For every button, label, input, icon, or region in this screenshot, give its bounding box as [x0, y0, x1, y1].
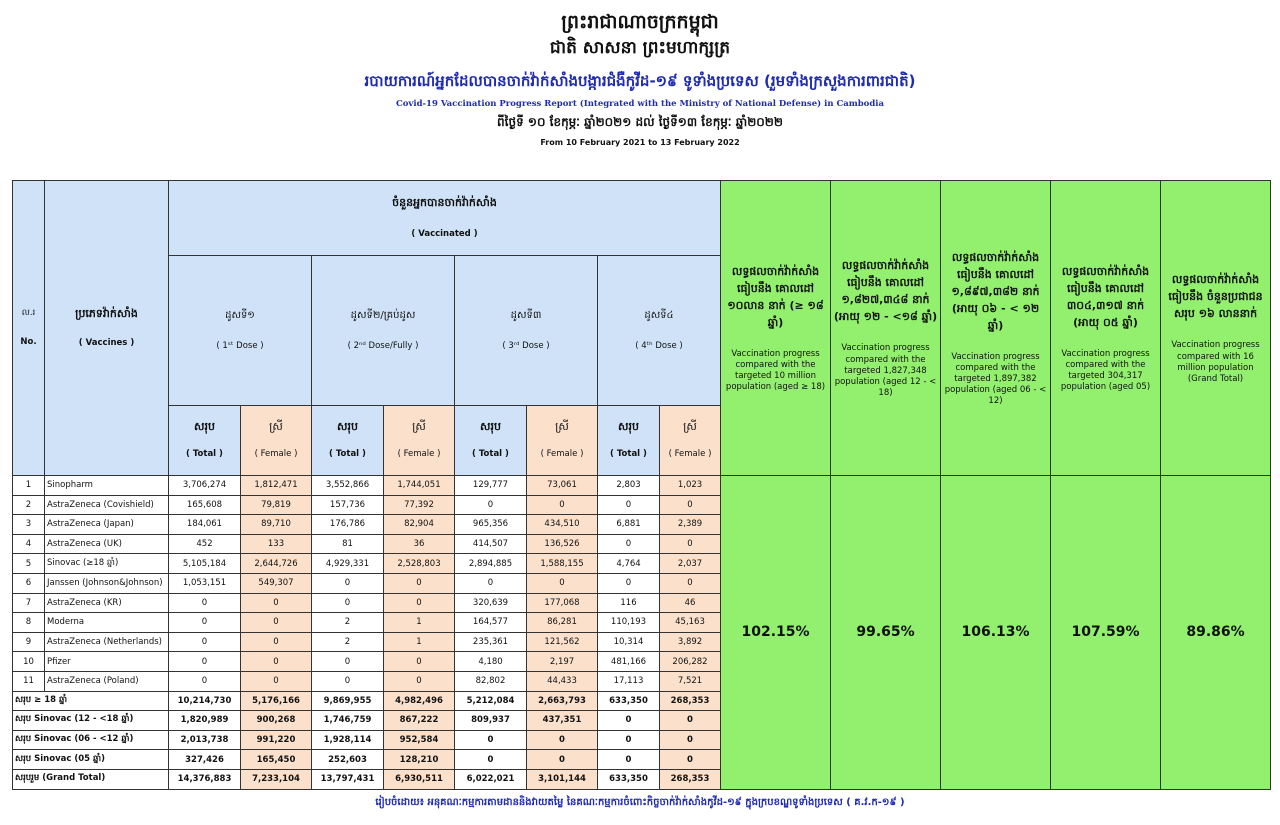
total-label-kh: សរុប: [337, 420, 358, 434]
total-cell: 0: [598, 711, 660, 731]
total-cell: 13,797,431: [312, 769, 384, 789]
total-cell: 9,869,955: [312, 691, 384, 711]
female-cell: 268,353: [660, 769, 721, 789]
total-cell: 0: [169, 671, 241, 691]
progress-header-3: [941, 181, 1051, 476]
total-row-label: សរុប Sinovac (05 ឆ្នាំ): [13, 750, 169, 770]
total-cell: 1,820,989: [169, 711, 241, 731]
row-number: 9: [13, 632, 45, 652]
total-cell: 235,361: [455, 632, 527, 652]
total-cell: 327,426: [169, 750, 241, 770]
progress-header-5: [1161, 181, 1271, 476]
date-range-kh: ពីថ្ងៃទី ១០ ខែកុម្ភៈ ឆ្នាំ២០២១ ដល់ ថ្ងៃទី១៣ ខែកុម្ភៈ ឆ្នាំ២០២២: [497, 115, 783, 129]
total-cell: 164,577: [455, 613, 527, 633]
total-cell: 1,928,114: [312, 730, 384, 750]
female-cell: 437,351: [527, 711, 598, 731]
female-cell: 136,526: [527, 534, 598, 554]
dose-2-en: ( 2ⁿᵈ Dose/Fully ): [347, 340, 419, 351]
dose-3-header: [455, 256, 598, 406]
total-cell: 0: [312, 593, 384, 613]
female-cell: 0: [241, 593, 312, 613]
total-cell: 0: [455, 730, 527, 750]
female-cell: 3,892: [660, 632, 721, 652]
total-cell: 184,061: [169, 515, 241, 535]
vaccine-header-en: ( Vaccines ): [78, 337, 135, 348]
total-cell: 116: [598, 593, 660, 613]
female-cell: 6,930,511: [384, 769, 455, 789]
female-cell: 2,197: [527, 652, 598, 672]
row-number: 7: [13, 593, 45, 613]
row-number: 11: [13, 671, 45, 691]
total-cell: 0: [169, 593, 241, 613]
row-number: 2: [13, 495, 45, 515]
female-cell: 0: [527, 750, 598, 770]
total-cell: 5,105,184: [169, 554, 241, 574]
dose-4-en: ( 4ᵗʰ Dose ): [635, 340, 683, 351]
female-cell: 5,176,166: [241, 691, 312, 711]
female-cell: 867,222: [384, 711, 455, 731]
progress-header-3-en: Vaccination progress compared with the targeted 1,897,382 population (aged 06 - < 12): [944, 352, 1047, 407]
female-cell: 82,904: [384, 515, 455, 535]
dose-2-kh: ដូសទី២/គ្រប់ដូស: [350, 310, 416, 322]
female-cell: 1: [384, 632, 455, 652]
female-label-kh: ស្រី: [555, 420, 569, 434]
row-number: 3: [13, 515, 45, 535]
female-cell: 79,819: [241, 495, 312, 515]
total-cell: 481,166: [598, 652, 660, 672]
total-cell: 6,022,021: [455, 769, 527, 789]
row-number: 4: [13, 534, 45, 554]
total-row-label: សរុប ≥ 18 ឆ្នាំ: [13, 691, 169, 711]
female-cell: 177,068: [527, 593, 598, 613]
vaccinated-header-en: ( Vaccinated ): [411, 228, 478, 239]
total-cell: 0: [598, 730, 660, 750]
progress-header-2: [831, 181, 941, 476]
vaccine-header-kh: ប្រភេទវ៉ាក់សាំង: [75, 306, 138, 320]
total-cell: 82,802: [455, 671, 527, 691]
dose-4-total-header: [598, 406, 660, 476]
report-title-en: Covid-19 Vaccination Progress Report (Integrated with the Ministry of National Defense) in Cambodia: [395, 99, 885, 109]
female-cell: 0: [527, 573, 598, 593]
dose-2-female-header: [384, 406, 455, 476]
female-cell: 89,710: [241, 515, 312, 535]
progress-header-5-kh: លទ្ធផលចាក់វ៉ាក់សាំង ធៀបនឹង ចំនួនប្រជាជន សរុប ១៦ លាននាក់: [1168, 273, 1263, 321]
female-cell: 991,220: [241, 730, 312, 750]
total-cell: 110,193: [598, 613, 660, 633]
total-row-label: សរុប Sinovac (12 - <18 ឆ្នាំ): [13, 711, 169, 731]
total-cell: 157,736: [312, 495, 384, 515]
vaccine-name: AstraZeneca (Poland): [45, 671, 169, 691]
total-cell: 452: [169, 534, 241, 554]
row-number: 6: [13, 573, 45, 593]
female-cell: 1,023: [660, 476, 721, 496]
total-cell: 0: [455, 750, 527, 770]
header-row-1: [13, 181, 1271, 256]
female-cell: 2,528,803: [384, 554, 455, 574]
total-cell: 0: [169, 652, 241, 672]
dose-1-total-header: [169, 406, 241, 476]
total-label-en: ( Total ): [329, 449, 366, 460]
total-label-kh: សរុប: [618, 420, 639, 434]
female-label-en: ( Female ): [540, 449, 584, 460]
progress-value-3: 106.13%: [941, 476, 1051, 790]
female-cell: 0: [660, 730, 721, 750]
female-cell: 165,450: [241, 750, 312, 770]
female-cell: 7,233,104: [241, 769, 312, 789]
total-cell: 129,777: [455, 476, 527, 496]
female-cell: 900,268: [241, 711, 312, 731]
vaccine-name: AstraZeneca (Covishield): [45, 495, 169, 515]
total-cell: 2: [312, 632, 384, 652]
total-cell: 3,552,866: [312, 476, 384, 496]
progress-header-1-en: Vaccination progress compared with the targeted 10 million population (aged ≥ 18): [725, 349, 826, 393]
female-cell: 0: [660, 534, 721, 554]
female-cell: 0: [241, 632, 312, 652]
total-cell: 633,350: [598, 691, 660, 711]
female-cell: 0: [241, 613, 312, 633]
vaccination-table: [12, 180, 1271, 790]
female-cell: 2,644,726: [241, 554, 312, 574]
female-cell: 1,812,471: [241, 476, 312, 496]
female-cell: 0: [241, 671, 312, 691]
female-cell: 2,389: [660, 515, 721, 535]
female-cell: 0: [527, 495, 598, 515]
female-cell: 46: [660, 593, 721, 613]
female-cell: 3,101,144: [527, 769, 598, 789]
dose-1-en: ( 1ˢᵗ Dose ): [216, 340, 264, 351]
total-cell: 0: [598, 495, 660, 515]
date-range-en: From 10 February 2021 to 13 February 2022: [540, 138, 740, 147]
progress-header-4-kh: លទ្ធផលចាក់វ៉ាក់សាំង ធៀបនឹង គោលដៅ ៣០៤,៣១៧ នាក់ (អាយុ ០៥ ឆ្នាំ): [1061, 264, 1150, 329]
total-cell: 10,214,730: [169, 691, 241, 711]
total-cell: 414,507: [455, 534, 527, 554]
female-cell: 0: [384, 573, 455, 593]
female-cell: 268,353: [660, 691, 721, 711]
dose-4-kh: ដូសទី៤: [644, 310, 674, 322]
report-title-kh: របាយការណ៍អ្នកដែលបានចាក់វ៉ាក់សាំងបង្ការជំងឺកូវីដ-១៩ ទូទាំងប្រទេស (រួមទាំងក្រសួងការពារជាតិ): [364, 72, 916, 90]
total-cell: 0: [598, 534, 660, 554]
female-cell: 77,392: [384, 495, 455, 515]
dose-2-header: [312, 256, 455, 406]
female-label-en: ( Female ): [397, 449, 441, 460]
dose-1-header: [169, 256, 312, 406]
total-cell: 965,356: [455, 515, 527, 535]
table-row: [13, 476, 1271, 496]
female-cell: 2,663,793: [527, 691, 598, 711]
female-cell: 0: [660, 573, 721, 593]
row-number: 5: [13, 554, 45, 574]
dose-3-total-header: [455, 406, 527, 476]
motto: ជាតិ សាសនា ព្រះមហាក្សត្រ: [549, 38, 731, 58]
footer-note: រៀបចំដោយ៖ អនុគណៈកម្មការតាមដាននិងវាយតម្លៃ នៃគណៈកម្មការចំពោះកិច្ចចាក់វ៉ាក់សាំងកូវីដ-១៩ ក្នុងក្របខណ្ឌទូទាំងប្រទេស ( គ.វ.ក-១៩ ): [375, 797, 905, 808]
total-cell: 10,314: [598, 632, 660, 652]
progress-header-3-kh: លទ្ធផលចាក់វ៉ាក់សាំង ធៀបនឹង គោលដៅ ១,៨៩៧,៣៨២ នាក់ (អាយុ ០៦ - < ១២ ឆ្នាំ): [951, 250, 1040, 332]
progress-value-4: 107.59%: [1051, 476, 1161, 790]
total-row-label: សរុប Sinovac (06 - <12 ឆ្នាំ): [13, 730, 169, 750]
total-cell: 0: [312, 671, 384, 691]
female-cell: 133: [241, 534, 312, 554]
female-label-kh: ស្រី: [412, 420, 426, 434]
vaccine-name: Sinopharm: [45, 476, 169, 496]
female-cell: 45,163: [660, 613, 721, 633]
total-cell: 320,639: [455, 593, 527, 613]
vaccine-name: AstraZeneca (Japan): [45, 515, 169, 535]
total-cell: 633,350: [598, 769, 660, 789]
vaccine-name: Moderna: [45, 613, 169, 633]
total-cell: 81: [312, 534, 384, 554]
dose-4-female-header: [660, 406, 721, 476]
female-cell: 0: [660, 750, 721, 770]
female-label-kh: ស្រី: [683, 420, 697, 434]
total-cell: 0: [455, 573, 527, 593]
progress-value-2: 99.65%: [831, 476, 941, 790]
female-cell: 549,307: [241, 573, 312, 593]
progress-header-2-kh: លទ្ធផលចាក់វ៉ាក់សាំង ធៀបនឹង គោលដៅ ១,៨២៧,៣៤៨ នាក់ (អាយុ ១២ - <១៨ ឆ្នាំ): [833, 259, 938, 324]
total-cell: 165,608: [169, 495, 241, 515]
female-cell: 128,210: [384, 750, 455, 770]
female-cell: 4,982,496: [384, 691, 455, 711]
total-cell: 0: [598, 750, 660, 770]
total-cell: 0: [312, 652, 384, 672]
total-cell: 252,603: [312, 750, 384, 770]
female-cell: 44,433: [527, 671, 598, 691]
no-header-en: No.: [20, 337, 37, 347]
progress-header-1: [721, 181, 831, 476]
total-cell: 2: [312, 613, 384, 633]
female-cell: 73,061: [527, 476, 598, 496]
vaccinated-header-kh: ចំនួនអ្នកបានចាក់វ៉ាក់សាំង: [392, 195, 497, 209]
progress-value-1: 102.15%: [721, 476, 831, 790]
vaccine-name: Sinovac (≥18 ឆ្នាំ): [45, 554, 169, 574]
total-cell: 6,881: [598, 515, 660, 535]
total-cell: 4,764: [598, 554, 660, 574]
dose-2-total-header: [312, 406, 384, 476]
total-cell: 4,929,331: [312, 554, 384, 574]
total-cell: 0: [312, 573, 384, 593]
vaccine-name: Janssen (Johnson&Johnson): [45, 573, 169, 593]
progress-header-4: [1051, 181, 1161, 476]
female-cell: 86,281: [527, 613, 598, 633]
female-cell: 434,510: [527, 515, 598, 535]
total-cell: 1,746,759: [312, 711, 384, 731]
female-cell: 7,521: [660, 671, 721, 691]
vaccine-name: AstraZeneca (Netherlands): [45, 632, 169, 652]
total-cell: 4,180: [455, 652, 527, 672]
total-cell: 3,706,274: [169, 476, 241, 496]
female-cell: 0: [660, 711, 721, 731]
female-cell: 0: [384, 652, 455, 672]
female-cell: 0: [527, 730, 598, 750]
dose-1-kh: ដូសទី១: [225, 310, 255, 322]
female-cell: 0: [384, 671, 455, 691]
total-label-en: ( Total ): [472, 449, 509, 460]
female-cell: 0: [241, 652, 312, 672]
progress-value-5: 89.86%: [1161, 476, 1271, 790]
total-cell: 5,212,084: [455, 691, 527, 711]
total-label-kh: សរុប: [194, 420, 215, 434]
total-cell: 2,803: [598, 476, 660, 496]
vaccinated-header: [169, 181, 721, 256]
no-header-kh: ល.រ: [21, 307, 36, 318]
progress-header-4-en: Vaccination progress compared with the targeted 304,317 population (aged 05): [1060, 349, 1151, 393]
female-label-en: ( Female ): [668, 449, 712, 460]
total-cell: 176,786: [312, 515, 384, 535]
row-number: 1: [13, 476, 45, 496]
total-row-label: សរុបរួម (Grand Total): [13, 769, 169, 789]
dose-1-female-header: [241, 406, 312, 476]
total-cell: 1,053,151: [169, 573, 241, 593]
vaccine-name: AstraZeneca (UK): [45, 534, 169, 554]
kingdom-title: ព្រះរាជាណាចក្រកម្ពុជា: [561, 11, 719, 33]
female-cell: 206,282: [660, 652, 721, 672]
female-cell: 36: [384, 534, 455, 554]
vaccine-header: [45, 181, 169, 476]
total-cell: 2,013,738: [169, 730, 241, 750]
total-label-kh: សរុប: [480, 420, 501, 434]
progress-header-2-en: Vaccination progress compared with the targeted 1,827,348 population (aged 12 - < 18): [834, 343, 937, 398]
female-label-en: ( Female ): [254, 449, 298, 460]
female-cell: 0: [384, 593, 455, 613]
female-cell: 1,588,155: [527, 554, 598, 574]
total-cell: 14,376,883: [169, 769, 241, 789]
total-label-en: ( Total ): [186, 449, 223, 460]
total-cell: 0: [169, 613, 241, 633]
female-cell: 952,584: [384, 730, 455, 750]
progress-header-5-en: Vaccination progress compared with 16 million population (Grand Total): [1171, 340, 1260, 384]
female-label-kh: ស្រី: [269, 420, 283, 434]
total-cell: 0: [169, 632, 241, 652]
dose-3-en: ( 3ʳᵈ Dose ): [502, 340, 550, 351]
vaccine-name: Pfizer: [45, 652, 169, 672]
female-cell: 2,037: [660, 554, 721, 574]
total-label-en: ( Total ): [610, 449, 647, 460]
dose-4-header: [598, 256, 721, 406]
female-cell: 0: [660, 495, 721, 515]
row-number: 10: [13, 652, 45, 672]
progress-header-1-kh: លទ្ធផលចាក់វ៉ាក់សាំង ធៀបនឹង គោលដៅ ១០លាន នាក់ (≥ ១៨ ឆ្នាំ): [727, 264, 824, 329]
row-number: 8: [13, 613, 45, 633]
vaccine-name: AstraZeneca (KR): [45, 593, 169, 613]
female-cell: 121,562: [527, 632, 598, 652]
total-cell: 0: [455, 495, 527, 515]
no-header: [13, 181, 45, 476]
female-cell: 1,744,051: [384, 476, 455, 496]
total-cell: 2,894,885: [455, 554, 527, 574]
dose-3-female-header: [527, 406, 598, 476]
total-cell: 0: [598, 573, 660, 593]
female-cell: 1: [384, 613, 455, 633]
dose-3-kh: ដូសទី៣: [510, 310, 542, 322]
total-cell: 809,937: [455, 711, 527, 731]
total-cell: 17,113: [598, 671, 660, 691]
